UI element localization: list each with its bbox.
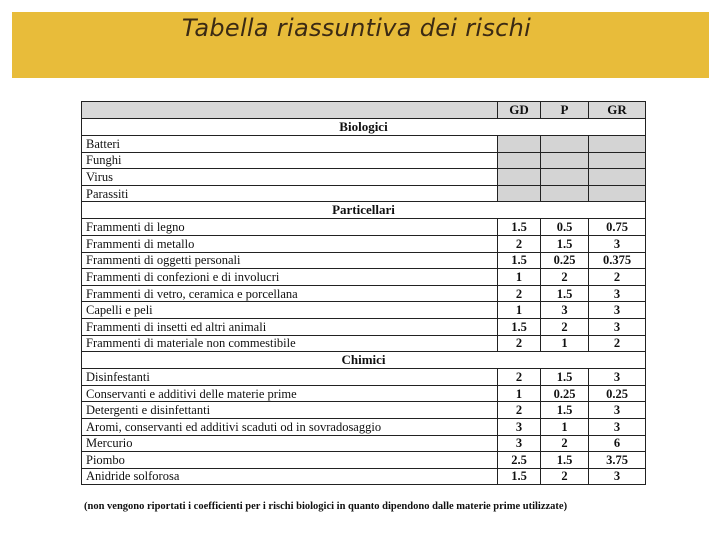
table-row	[82, 252, 646, 269]
value-p: 2	[541, 435, 589, 452]
table-row	[82, 452, 646, 469]
value-gd: 2	[498, 235, 541, 252]
value-p: 1	[541, 335, 589, 352]
table-row	[82, 302, 646, 319]
value-gd: 2	[498, 402, 541, 419]
header-cell-blank	[82, 102, 498, 119]
table-row	[82, 369, 646, 386]
table-row	[82, 136, 646, 153]
value-gr: 2	[589, 335, 646, 352]
value-gr: 2	[589, 269, 646, 286]
value-gd: 3	[498, 418, 541, 435]
header-cell-p: P	[541, 102, 589, 119]
section-row-chimici	[82, 352, 646, 369]
row-label: Capelli e peli	[82, 302, 498, 319]
value-gr: 3	[589, 418, 646, 435]
row-label: Funghi	[82, 152, 498, 169]
table-row	[82, 152, 646, 169]
row-label: Frammenti di metallo	[82, 235, 498, 252]
table-row	[82, 385, 646, 402]
value-gr: 3	[589, 285, 646, 302]
value-gr: 0.375	[589, 252, 646, 269]
table-row	[82, 219, 646, 236]
value-p: 0.25	[541, 385, 589, 402]
value-gr: 3	[589, 318, 646, 335]
value-gr: 3	[589, 369, 646, 386]
value-p: 0.25	[541, 252, 589, 269]
value-p: 1.5	[541, 369, 589, 386]
section-row-particellari	[82, 202, 646, 219]
row-label: Aromi, conservanti ed additivi scaduti od in sovradosaggio	[82, 418, 498, 435]
value-gd: 1.5	[498, 468, 541, 485]
risk-table	[81, 101, 646, 485]
row-label: Batteri	[82, 136, 498, 153]
value-p: 1.5	[541, 402, 589, 419]
value-gd: 2	[498, 335, 541, 352]
row-label: Mercurio	[82, 435, 498, 452]
row-label: Frammenti di legno	[82, 219, 498, 236]
table-row	[82, 169, 646, 186]
value-gd: 2	[498, 369, 541, 386]
value-gd: 1	[498, 385, 541, 402]
table-row	[82, 269, 646, 286]
value-gd	[498, 185, 541, 202]
row-label: Conservanti e additivi delle materie prime	[82, 385, 498, 402]
value-gd: 1	[498, 269, 541, 286]
row-label: Anidride solforosa	[82, 468, 498, 485]
row-label: Frammenti di confezioni e di involucri	[82, 269, 498, 286]
value-gd: 1.5	[498, 252, 541, 269]
value-p: 1.5	[541, 285, 589, 302]
header-cell-gr: GR	[589, 102, 646, 119]
value-gr: 6	[589, 435, 646, 452]
value-gr: 0.25	[589, 385, 646, 402]
value-p: 1	[541, 418, 589, 435]
value-gd	[498, 169, 541, 186]
row-label: Frammenti di oggetti personali	[82, 252, 498, 269]
row-label: Frammenti di materiale non commestibile	[82, 335, 498, 352]
section-row-biologici	[82, 119, 646, 136]
value-gr: 0.75	[589, 219, 646, 236]
section-title: Particellari	[82, 202, 646, 219]
value-p	[541, 152, 589, 169]
value-gd: 1	[498, 302, 541, 319]
table-row	[82, 418, 646, 435]
table-row	[82, 435, 646, 452]
value-gd: 2.5	[498, 452, 541, 469]
table-row	[82, 185, 646, 202]
section-title: Chimici	[82, 352, 646, 369]
value-gr	[589, 169, 646, 186]
header-cell-gd: GD	[498, 102, 541, 119]
footnote: (non vengono riportati i coefficienti per i rischi biologici in quanto dipendono dalle materie prime utilizzate)	[84, 501, 568, 512]
value-gr	[589, 152, 646, 169]
value-gr	[589, 136, 646, 153]
value-gd: 1.5	[498, 219, 541, 236]
value-gr: 3	[589, 235, 646, 252]
row-label: Detergenti e disinfettanti	[82, 402, 498, 419]
table-row	[82, 285, 646, 302]
value-gr: 3	[589, 402, 646, 419]
row-label: Disinfestanti	[82, 369, 498, 386]
table-row	[82, 335, 646, 352]
value-p: 1.5	[541, 452, 589, 469]
value-gd: 1.5	[498, 318, 541, 335]
value-gr: 3	[589, 302, 646, 319]
value-p: 3	[541, 302, 589, 319]
value-gr: 3.75	[589, 452, 646, 469]
value-p: 2	[541, 318, 589, 335]
section-title: Biologici	[82, 119, 646, 136]
table-row	[82, 402, 646, 419]
value-gd	[498, 136, 541, 153]
value-gr	[589, 185, 646, 202]
row-label: Piombo	[82, 452, 498, 469]
row-label: Frammenti di insetti ed altri animali	[82, 318, 498, 335]
value-p: 0.5	[541, 219, 589, 236]
value-p: 2	[541, 468, 589, 485]
value-p: 2	[541, 269, 589, 286]
row-label: Virus	[82, 169, 498, 186]
header-row	[82, 102, 646, 119]
page-title: Tabella riassuntiva dei rischi	[181, 14, 532, 42]
value-gd: 2	[498, 285, 541, 302]
value-p	[541, 169, 589, 186]
value-gd	[498, 152, 541, 169]
value-p	[541, 136, 589, 153]
value-p: 1.5	[541, 235, 589, 252]
table-row	[82, 468, 646, 485]
table-row	[82, 235, 646, 252]
value-gr: 3	[589, 468, 646, 485]
risk-table-body	[82, 102, 646, 485]
risk-table-container	[81, 101, 645, 485]
table-row	[82, 318, 646, 335]
row-label: Parassiti	[82, 185, 498, 202]
value-p	[541, 185, 589, 202]
value-gd: 3	[498, 435, 541, 452]
row-label: Frammenti di vetro, ceramica e porcellana	[82, 285, 498, 302]
